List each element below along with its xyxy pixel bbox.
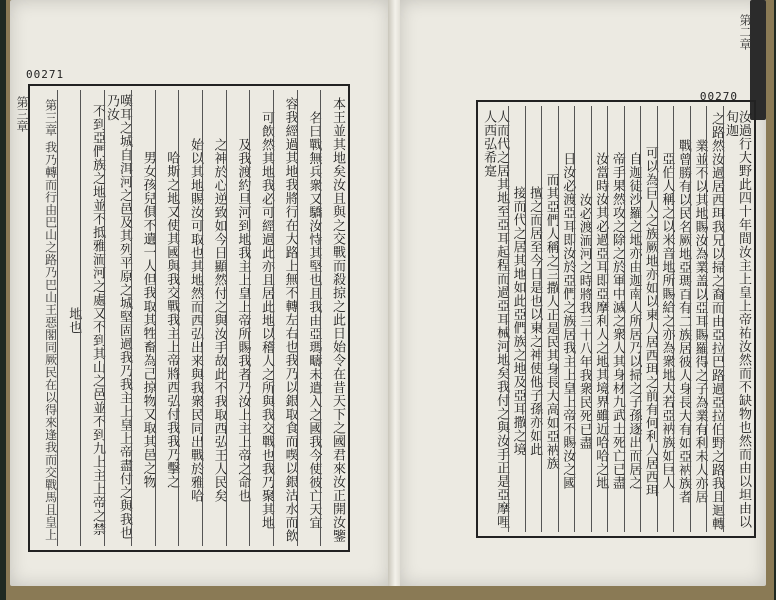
text-column: 人而代之居其地至亞耳起程而過亞耳械河地矣我付之與汝手正是亞摩哩人西弘希寔 [481,110,510,529]
text-column: 日汝必渡亞耳即汝於亞們之族居我主上皇上帝不賜汝之國 [558,106,575,532]
text-column: 之路然汝過居西珥我兄以掃之裔而由亞拉巴路過亞拉伯野之路我且迴轉 [706,106,723,532]
text-column: 始以其地賜汝可取也其地然而西弘出来與我衆民同出戰於雅哈 [178,90,202,546]
text-column: 接而代之居其地如此亞們族之地及亞耳撒之境 [508,106,525,532]
text-column: 可以為巨人之族厥地亦如以東人居西珥之前有何利人居西珥 [640,106,657,532]
right-text-columns [482,106,750,532]
text-column: 自迦徒沙羅之地亦由迦南人所居乃以掃之子孫逐出而居之 [624,106,641,532]
right-text-frame [476,100,756,538]
text-column: 哈斯之地又使其國與我交戰我主上帝將西弘付我我乃擊之 [155,90,179,546]
text-column: 地也 [57,90,81,546]
left-margin-label: 第三章 [15,96,29,132]
text-column: 業並不以其地賜汝為業盖以亞耳賜羅得之子為業有利未人亦居 [690,106,707,532]
left-text-columns [34,90,344,546]
right-page-number: 00270 [699,90,738,103]
text-column: 之神於心逆致如今日顯然付之與汝手故此不我取西弘王人民矣 [202,90,226,546]
text-column: 可飲然其地我必可經過此亦且居此地以稽人之所與我交戰也我乃聚其地 [249,90,273,546]
right-page [400,0,766,586]
left-page-number: 00271 [26,68,65,81]
text-column: 名曰戰無兵衆又驕汝恃其堅也且我由亞瑪疇未遣入之國我今使彼亡天宜 [297,90,321,546]
left-text-frame [28,84,350,552]
text-column: 嘆耳之城自洱河之邑及其列平原之城堅固過我乃我主上皇上帝盡付之與我也乃汝 [104,90,131,546]
text-column: 本王並其地矣汝且與之交戰而殺掠之此日始令在昔天下之國君來汝正開汝鑒 [320,90,344,546]
text-column: 戰曾勝有以民名厥地亞瑪百有二族居彼人身長大有如亞衲族者 [673,106,690,532]
text-column: 男女孩兒俱不遺一人但我取其牲畜為己掠物又取其邑之物 [131,90,155,546]
text-column: 擅之而居至今日是也以東之神使他子孫亦如此 [525,106,542,532]
text-column: 不到亞們族之地並不抵雅洏河之處又不到其山之邑並不到九上主上帝之禁 [80,90,104,546]
text-column: 亞伯人稱之以米音地所賜給之亦為衆地大若亞衲族如巨人 [657,106,674,532]
left-page [10,0,390,586]
text-column: 帝手果然攻之除之於軍中滅之衆人其身材九武士死亡已盡 [607,106,624,532]
text-column: 汝過行大野此四十年間汝主上皇上帝祐汝然而不缺物也然而由以坦由以旬迦 [723,106,750,532]
text-column: 汝必渡洏河之時將我三十八年我衆民死已盡 [574,106,591,532]
chapter-heading-column: 第三章 我乃轉而行由巴山之路乃巴山王惡閣同厥民在以得來逢我而交戰馬且皇上 [43,99,58,541]
text-column: 容我經過其地我將行在大路上無不轉左右也我乃以銀取食而喫以銀沽水而飲 [273,90,297,546]
text-column: 汝當時汝其必過亞耳即亞摩利人之地其境界雖近哈哈之地 [591,106,608,532]
text-column: 而其亞們人稱之三撒人正是民其身長大高如亞衲族 [541,106,558,532]
open-book [6,0,774,600]
right-margin-label: 第二章 [738,14,752,50]
text-column: 及我渡約旦河到地我主上皇上帝所賜我者乃汝上主上帝之命也 [226,90,250,546]
